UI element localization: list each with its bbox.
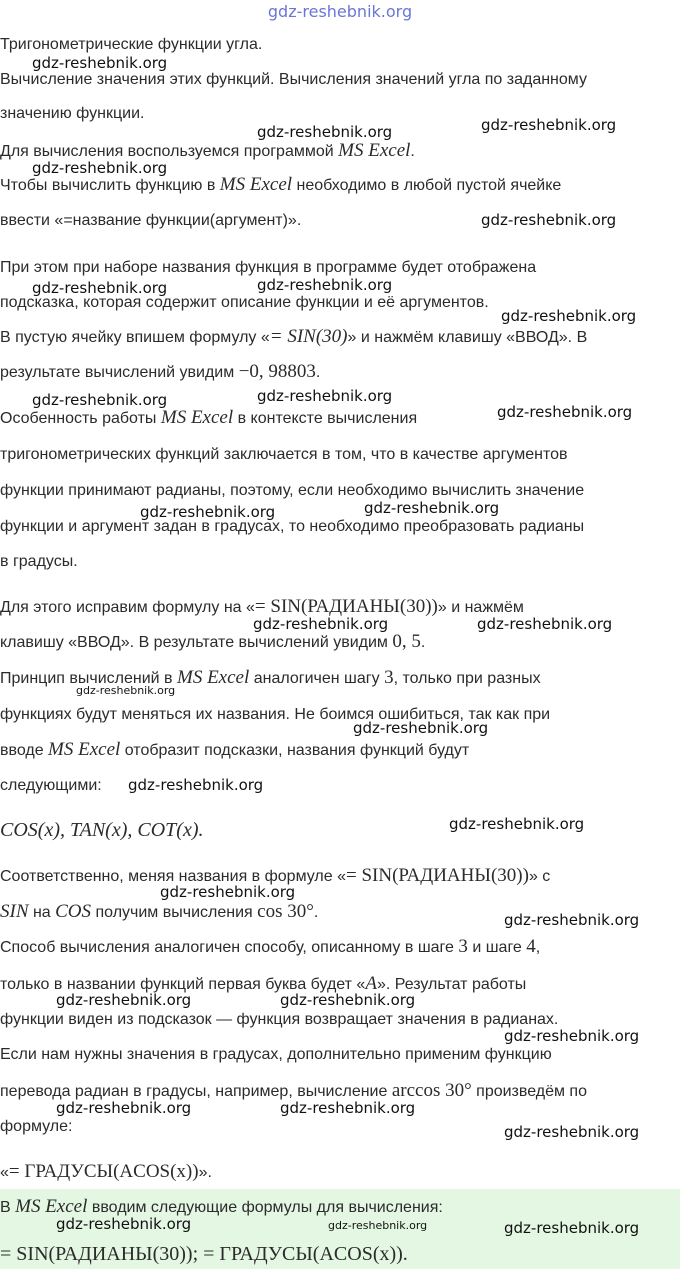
- watermark: gdz-reshebnik.org: [280, 991, 416, 1009]
- text-line: функции и аргумент задан в градусах, то необходимо преобразовать радианы: [0, 518, 585, 535]
- text-line: функции виден из подсказок — функция возвращает значения в радианах.: [0, 1011, 559, 1028]
- watermark: gdz-reshebnik.org: [56, 1215, 192, 1233]
- text-line: вводе MS Excel отобразит подсказки, названия функций будут: [0, 739, 470, 760]
- text-line: в градусы.: [0, 553, 78, 570]
- watermark: gdz-reshebnik.org: [32, 159, 168, 177]
- formula-line: = SIN(РАДИАНЫ(30)); = ГРАДУСЫ(ACOS(x)).: [0, 1243, 408, 1265]
- watermark: gdz-reshebnik.org: [253, 615, 389, 633]
- text-line: только в названии функций первая буква будет «A». Результат работы: [0, 973, 527, 994]
- watermark: gdz-reshebnik.org: [32, 54, 168, 72]
- text-line: «= ГРАДУСЫ(ACOS(x))».: [0, 1161, 212, 1182]
- watermark: gdz-reshebnik.org: [504, 1027, 640, 1045]
- text-line: перевода радиан в градусы, например, вычисление arccos 30° произведём по: [0, 1080, 587, 1101]
- watermark: gdz-reshebnik.org: [449, 815, 585, 833]
- watermark: gdz-reshebnik.org: [364, 499, 500, 517]
- watermark: gdz-reshebnik.org: [32, 279, 168, 297]
- watermark: gdz-reshebnik.org: [497, 403, 633, 421]
- text-line: В MS Excel вводим следующие формулы для вычисления:: [0, 1196, 443, 1217]
- text-line: Для вычисления воспользуемся программой MS Excel.: [0, 140, 415, 161]
- text-line: подсказка, которая содержит описание функции и её аргументов.: [0, 294, 489, 311]
- text-line: функциях будут меняться их названия. Не боимся ошибиться, так как при: [0, 706, 551, 723]
- watermark: gdz-reshebnik.org: [56, 1099, 192, 1117]
- text-line: SIN на COS получим вычисления cos 30°.: [0, 901, 319, 922]
- text-line: Чтобы вычислить функцию в MS Excel необходимо в любой пустой ячейке: [0, 174, 562, 195]
- watermark: gdz-reshebnik.org: [481, 211, 617, 229]
- watermark: gdz-reshebnik.org: [257, 123, 393, 141]
- text-line: результате вычислений увидим −0, 98803.: [0, 361, 321, 382]
- watermark: gdz-reshebnik.org: [160, 883, 296, 901]
- watermark: gdz-reshebnik.org: [280, 1099, 416, 1117]
- text-line: Особенность работы MS Excel в контексте вычисления: [0, 407, 418, 428]
- text-line: значению функции.: [0, 105, 145, 122]
- text-line: Соответственно, меняя названия в формуле «= SIN(РАДИАНЫ(30))» с: [0, 865, 551, 886]
- text-line: Для этого исправим формулу на «= SIN(РАДИАНЫ(30))» и нажмём: [0, 596, 524, 617]
- text-line: В пустую ячейку впишем формулу «= SIN(30)» и нажмём клавишу «ВВОД». В: [0, 326, 588, 347]
- watermark: gdz-reshebnik.org: [56, 991, 192, 1009]
- text-line: Способ вычисления аналогичен способу, описанному в шаге 3 и шаге 4,: [0, 936, 541, 957]
- watermark: gdz-reshebnik.org: [140, 503, 276, 521]
- watermark: gdz-reshebnik.org: [353, 719, 489, 737]
- watermark: gdz-reshebnik.org: [32, 391, 168, 409]
- watermark: gdz-reshebnik.org: [76, 684, 176, 697]
- watermark: gdz-reshebnik.org: [328, 1219, 428, 1232]
- formula-line: COS(x), TAN(x), COT(x).: [0, 819, 204, 841]
- watermark: gdz-reshebnik.org: [481, 116, 617, 134]
- text-line: ввести «=название функции(аргумент)».: [0, 212, 302, 229]
- watermark: gdz-reshebnik.org: [257, 276, 393, 294]
- watermark: gdz-reshebnik.org: [501, 307, 637, 325]
- text-line: функции принимают радианы, поэтому, если необходимо вычислить значение: [0, 482, 585, 499]
- text-line: Вычисление значения этих функций. Вычисления значений угла по заданному: [0, 71, 587, 88]
- watermark: gdz-reshebnik.org: [477, 615, 613, 633]
- site-header-logo[interactable]: gdz-reshebnik.org: [267, 2, 413, 21]
- text-line: тригонометрических функций заключается в том, что в качестве аргументов: [0, 446, 568, 463]
- text-line: Принцип вычислений в MS Excel аналогичен шагу 3, только при разных: [0, 667, 541, 688]
- watermark: gdz-reshebnik.org: [504, 911, 640, 929]
- watermark: gdz-reshebnik.org: [504, 1219, 640, 1237]
- text-line: следующими:: [0, 777, 102, 794]
- watermark: gdz-reshebnik.org: [128, 776, 264, 794]
- text-line: Если нам нужны значения в градусах, дополнительно применим функцию: [0, 1046, 552, 1063]
- text-line: Тригонометрические функции угла.: [0, 36, 263, 53]
- text-line: При этом при наборе названия функция в программе будет отображена: [0, 259, 537, 276]
- watermark: gdz-reshebnik.org: [257, 387, 393, 405]
- text-line: клавишу «ВВОД». В результате вычислений увидим 0, 5.: [0, 631, 426, 652]
- watermark: gdz-reshebnik.org: [504, 1123, 640, 1141]
- text-line: формуле:: [0, 1118, 73, 1135]
